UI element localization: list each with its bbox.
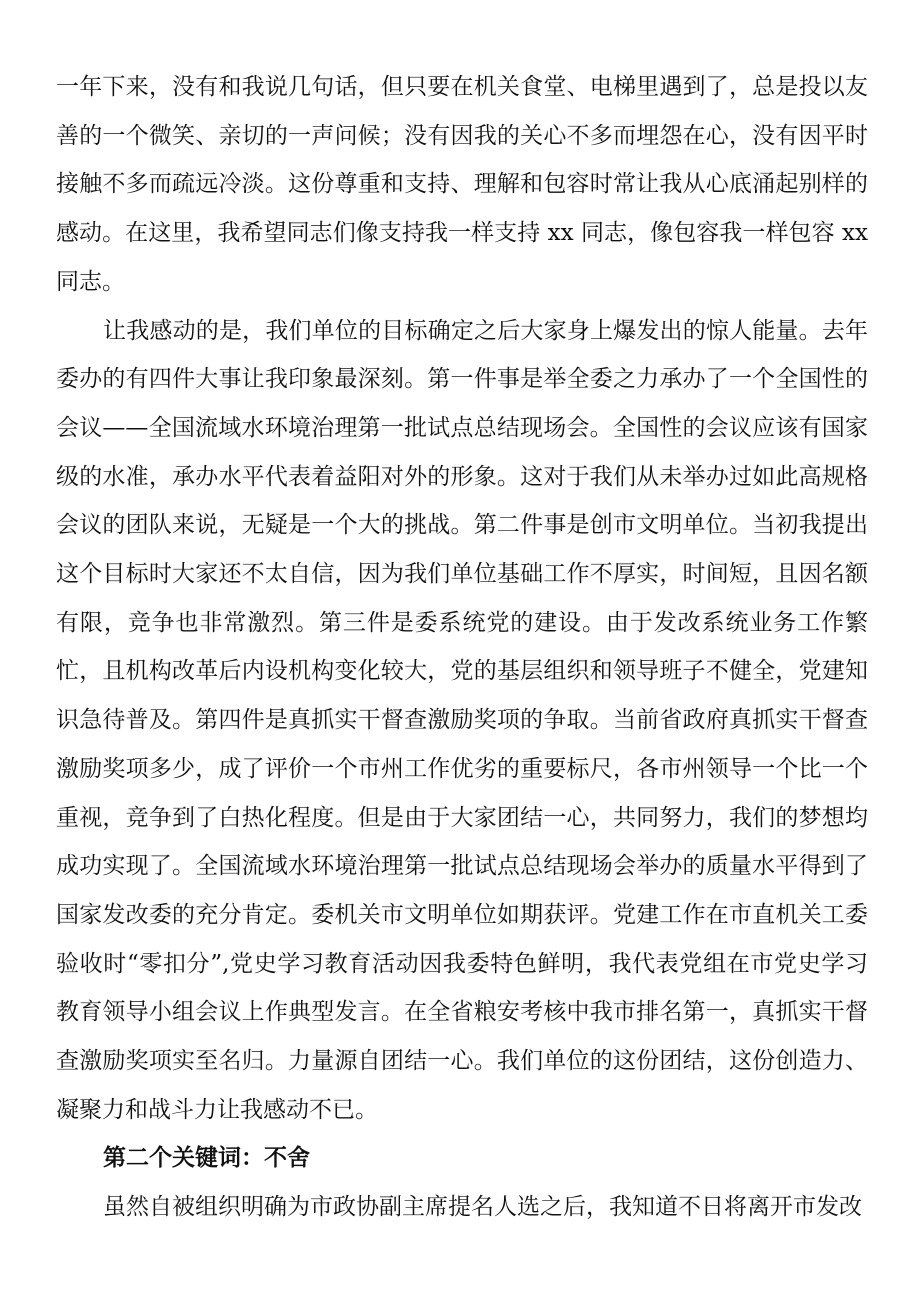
- paragraph-continuation: 一年下来，没有和我说几句话，但只要在机关食堂、电梯里遇到了，总是投以友善的一个微笑、亲切的一声问候；没有因我的关心不多而埋怨在心，没有因平时接触不多而疏远冷淡。这份尊重和支持、理解和包容时常让我从心底涌起别样的感动。在这里，我希望同志们像支持我一样支持 xx 同志，像包容我一样包容 xx 同志。: [56, 74, 868, 295]
- document-body: [56, 63, 868, 1232]
- section-heading-keyword-two: 第二个关键词：不舍: [103, 1145, 310, 1172]
- paragraph-reluctance-start: 虽然自被组织明确为市政协副主席提名人选之后，我知道不日将离开市发改: [103, 1194, 862, 1221]
- paragraph-moved-by-unity: 让我感动的是，我们单位的目标确定之后大家身上爆发出的惊人能量。去年委办的有四件大事让我印象最深刻。第一件事是举全委之力承办了一个全国性的会议——全国流域水环境治理第一批试点总结现场会。全国性的会议应该有国家级的水准，承办水平代表着益阳对外的形象。这对于我们从未举办过如此高规格会议的团队来说，无疑是一个大的挑战。第二件事是创市文明单位。当初我提出这个目标时大家还不太自信，因为我们单位基础工作不厚实，时间短，且因名额有限，竞争也非常激烈。第三件是委系统党的建设。由于发改系统业务工作繁忙，且机构改革后内设机构变化较大，党的基层组织和领导班子不健全，党建知识急待普及。第四件是真抓实干督查激励奖项的争取。当前省政府真抓实干督查激励奖项多少，成了评价一个市州工作优劣的重要标尺，各市州领导一个比一个重视，竞争到了白热化程度。但是由于大家团结一心，共同努力，我们的梦想均成功实现了。全国流域水环境治理第一批试点总结现场会举办的质量水平得到了国家发改委的充分肯定。委机关市文明单位如期获评。党建工作在市直机关工委验收时“零扣分”,党史学习教育活动因我委特色鲜明，我代表党组在市党史学习教育领导小组会议上作典型发言。在全省粮安考核中我市排名第一，真抓实干督查激励奖项实至名归。力量源自团结一心。我们单位的这份团结，这份创造力、凝聚力和战斗力让我感动不已。: [56, 317, 868, 1123]
